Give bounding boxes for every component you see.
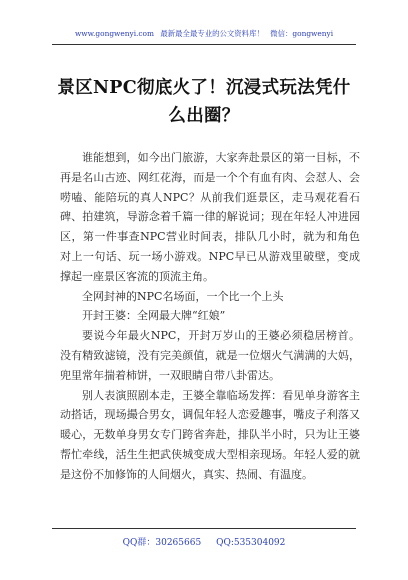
header-website: www.gongwenyi.com bbox=[74, 29, 155, 38]
footer-qq: QQ:535304092 bbox=[216, 538, 286, 548]
paragraph: 开封王婆：全网最大牌“红娘” bbox=[82, 309, 226, 323]
paragraph: 要说今年最火NPC，开封万岁山的王婆必须稳居榜首。没有精致滤镜，没有完美颜值，就是一位烟火气满满的大妈，兜里常年揣着柿饼，一双眼睛自带八卦雷达。 bbox=[60, 329, 360, 382]
paragraph: 全网封神的NPC名场面，一个比一个上头 bbox=[82, 289, 284, 303]
page-header bbox=[0, 28, 408, 39]
header-divider bbox=[52, 44, 356, 45]
footer-divider bbox=[52, 528, 356, 529]
paragraph: 别人表演照剧本走，王婆全靠临场发挥：看见单身游客主动搭话，现场撮合男女，调侃年轻人恋爱趣事，嘴皮子利落又暖心，无数单身男女专门跨省奔赴，排队半小时，只为让王婆帮忙牵线，活生生把武侠城变成大型相亲现场。年轻人爱的就是这份不加修饰的人间烟火，真实、热闹、有温度。 bbox=[60, 388, 360, 481]
paragraph: 谁能想到，如今出门旅游，大家奔赴景区的第一目标，不再是名山古迹、网红花海，而是一个个有血有肉、会怼人、会唠嗑、能陪玩的真人NPC？从前我们逛景区，走马观花看石碑、拍建筑，导游念着千篇一律的解说词；现在年轻人冲进园区，第一件事查NPC营业时间表，排队几小时，就为和角色对上一句话、玩一场小游戏。NPC早已从游戏里破壁，变成撑起一座景区客流的顶流主角。 bbox=[60, 151, 360, 283]
document-body bbox=[60, 148, 360, 485]
document-title: 景区NPC彻底火了！沉浸式玩法凭什么出圈？ bbox=[57, 78, 351, 126]
header-tagline: 最新最全最专业的公文资料库！ bbox=[160, 29, 264, 38]
footer-qq-group: QQ群：30265665 bbox=[122, 538, 202, 548]
page-footer bbox=[0, 535, 408, 548]
header-wechat: 微信：gongwenyi bbox=[270, 29, 334, 38]
